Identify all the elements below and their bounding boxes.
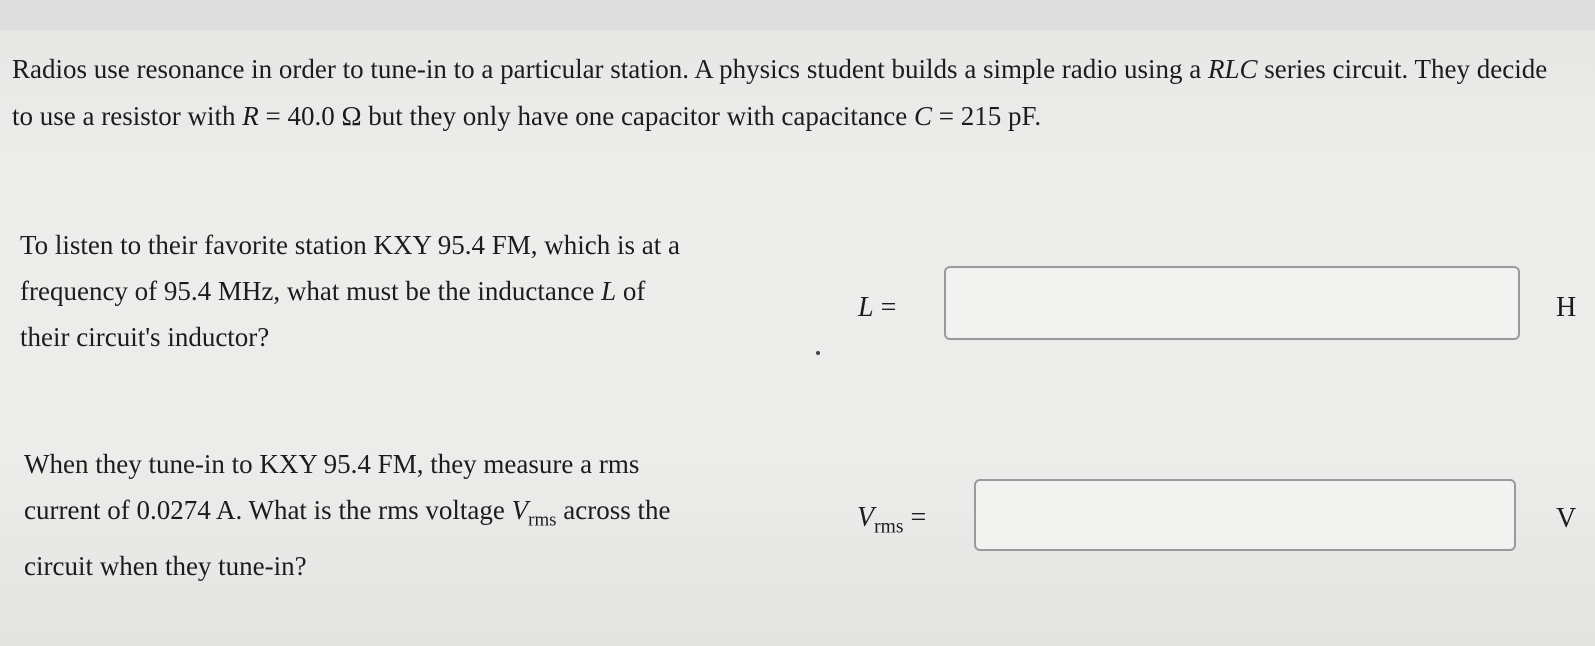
intro-text-1: Radios use resonance in order to tune-in to a particular station. A physics student builds a simple radio using a	[12, 54, 1209, 84]
q2-label-sub: rms	[874, 516, 904, 538]
question-1-text	[20, 222, 820, 360]
q1-line-2-text: frequency of 95.4 MHz, what must be the inductance	[20, 276, 602, 306]
q1-line-1: To listen to their favorite station KXY 95.4 FM, which is at a	[20, 230, 681, 260]
q2-voltage-subscript: rms	[528, 509, 557, 531]
q2-label-var: V	[857, 502, 875, 533]
inductance-answer-input[interactable]	[944, 266, 1520, 340]
top-strip	[0, 0, 1595, 30]
q2-line-2-end: across the	[556, 495, 671, 525]
intro-rlc: RLC	[1208, 54, 1258, 84]
q1-line-3: their circuit's inductor?	[20, 322, 270, 352]
q2-answer-label	[857, 502, 926, 539]
q2-line-2	[24, 487, 824, 543]
q2-line-3: circuit when they tune-in?	[24, 551, 307, 582]
q1-line-2	[20, 268, 820, 314]
stray-dot	[816, 351, 820, 355]
q1-label-var: L	[858, 292, 874, 323]
question-2-text	[24, 441, 824, 589]
q1-unit-label: H	[1556, 292, 1577, 323]
problem-intro	[12, 46, 1572, 140]
q1-label-eq: =	[873, 292, 897, 323]
q1-answer-label	[858, 292, 896, 324]
intro-text-2: series circuit. They decide to use a resistor with	[12, 54, 1548, 131]
q2-unit-label: V	[1556, 503, 1577, 534]
q2-label-eq: =	[903, 502, 927, 533]
q2-line-2-text: current of 0.0274 A. What is the rms voltage	[24, 495, 512, 525]
q1-inductance-symbol: L	[601, 276, 617, 306]
q2-voltage-symbol: V	[511, 495, 529, 525]
rms-voltage-answer-input[interactable]	[974, 479, 1516, 551]
q2-line-1: When they tune-in to KXY 95.4 FM, they measure a rms	[24, 449, 640, 479]
intro-text-4: = 215 pF.	[932, 101, 1042, 131]
intro-r-symbol: R	[242, 101, 259, 131]
q1-line-2-end: of	[616, 276, 646, 306]
intro-text-3: = 40.0 Ω but they only have one capacitor with capacitance	[258, 101, 915, 131]
intro-c-symbol: C	[914, 101, 933, 131]
